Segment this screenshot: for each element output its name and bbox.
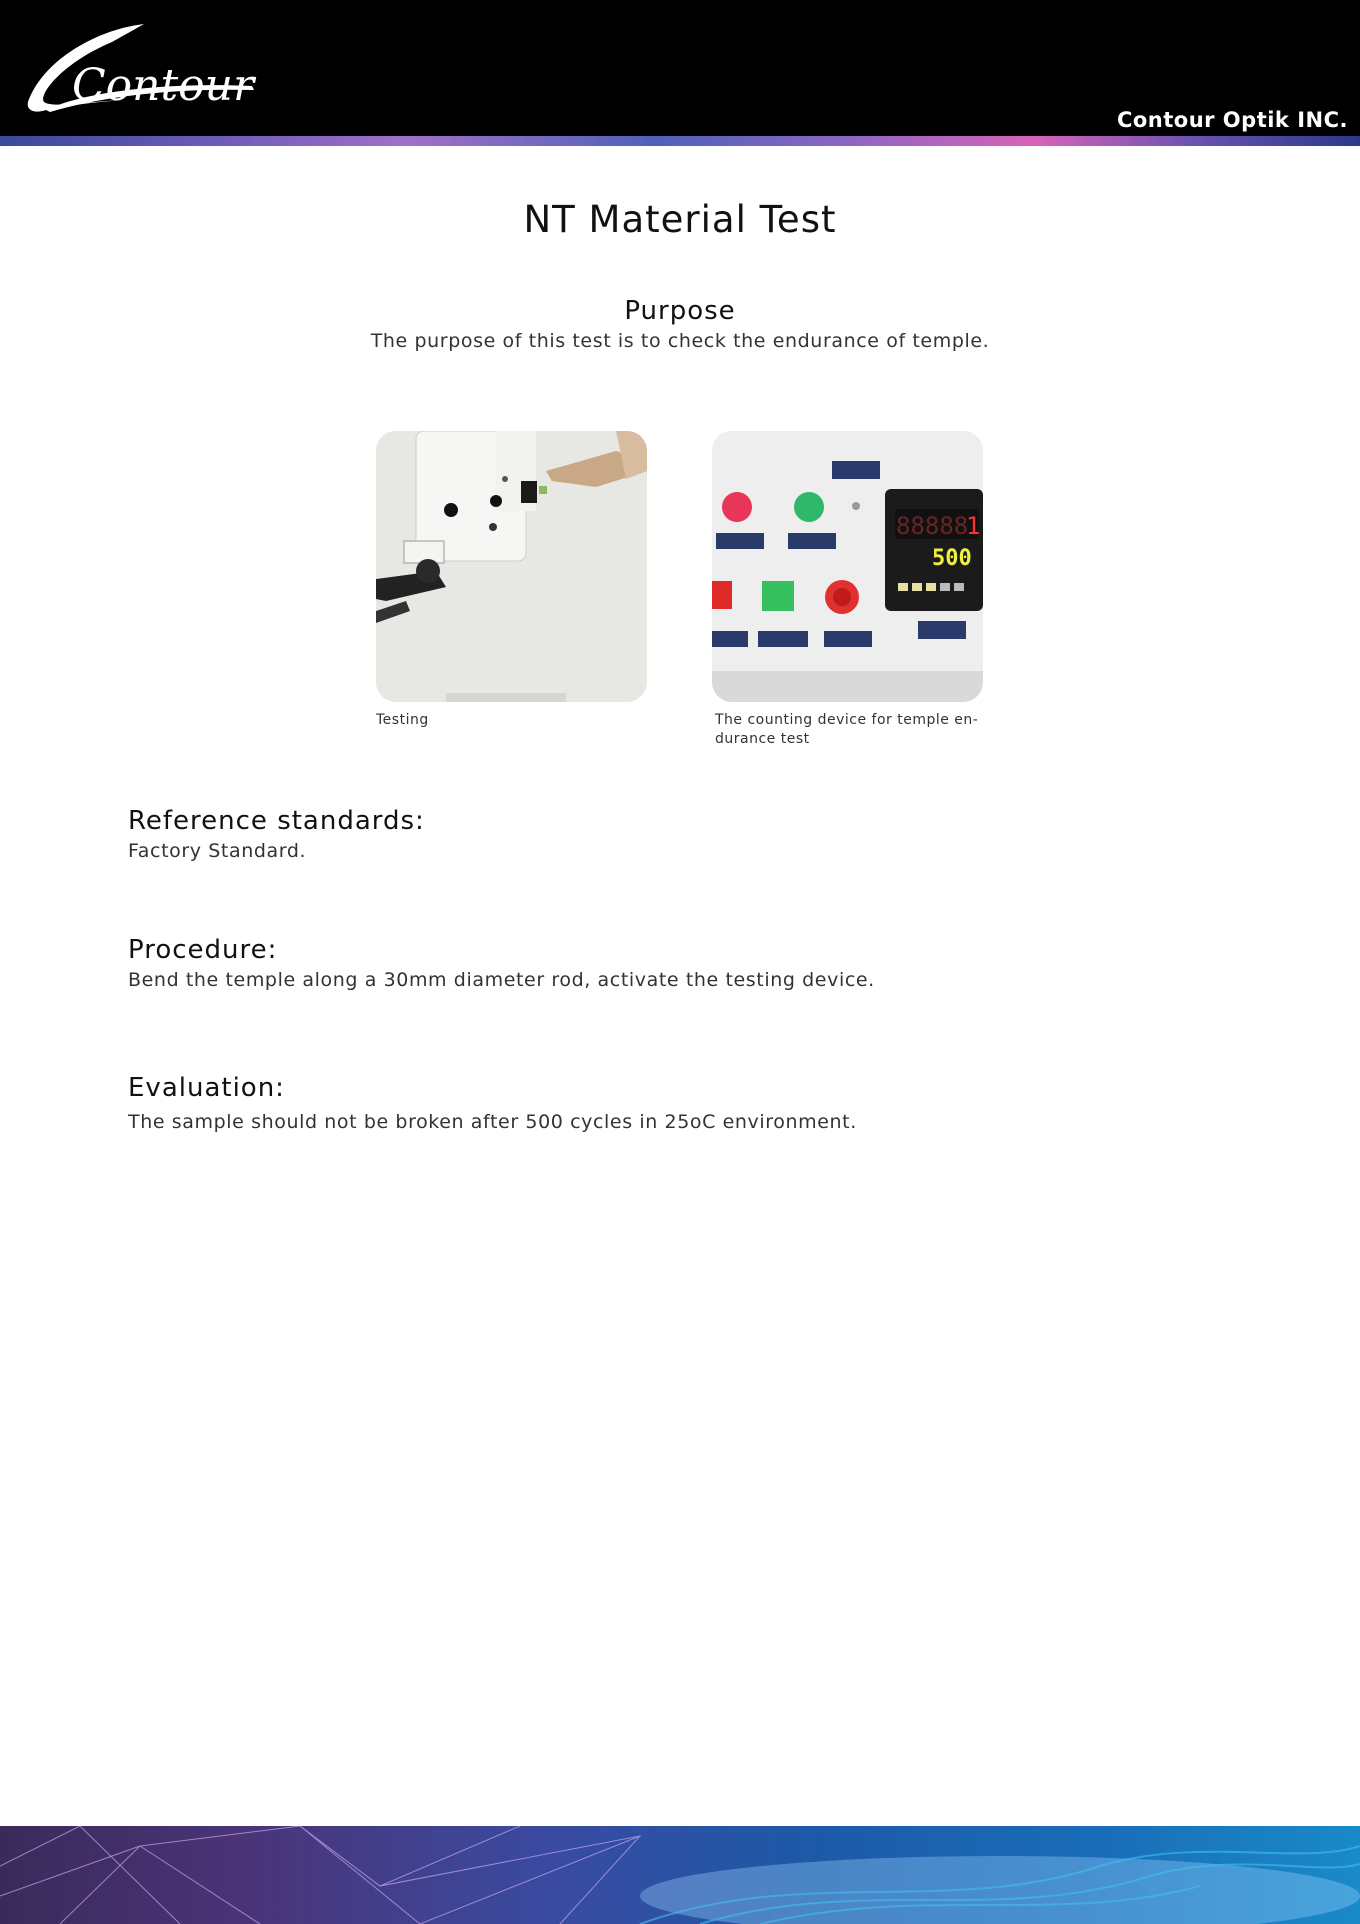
- counting-device-caption: [715, 711, 980, 749]
- procedure-heading: Procedure:: [128, 935, 278, 965]
- procedure-text: Bend the temple along a 30mm diameter rod, activate the testing device.: [128, 969, 875, 991]
- counting-device-photo: [712, 431, 983, 702]
- company-name: Contour Optik INC.: [1116, 108, 1348, 132]
- evaluation-heading: Evaluation:: [128, 1073, 285, 1103]
- page-header: [0, 0, 1360, 136]
- contour-logo: [24, 22, 269, 114]
- svg-text:Contour: Contour: [72, 60, 255, 111]
- caption-line: durance test: [715, 731, 810, 747]
- reference-text: Factory Standard.: [128, 840, 307, 862]
- footer-network-graphic: [0, 1826, 1360, 1924]
- purpose-text: The purpose of this test is to check the endurance of temple.: [370, 330, 990, 352]
- evaluation-text: The sample should not be broken after 500 cycles in 25oC environment.: [128, 1111, 857, 1133]
- counter-top-last: 1: [966, 512, 981, 540]
- caption-line: The counting device for temple en-: [715, 712, 979, 728]
- counter-bottom-value: 500: [932, 546, 972, 571]
- header-band: [0, 136, 1360, 146]
- counter-top-dim: 88888: [896, 512, 969, 540]
- page-footer: [0, 1826, 1360, 1924]
- reference-heading: Reference standards:: [128, 806, 425, 836]
- page-title: NT Material Test: [523, 198, 837, 241]
- purpose-heading: Purpose: [624, 296, 736, 326]
- testing-caption: Testing: [376, 712, 429, 728]
- testing-photo: [376, 431, 647, 702]
